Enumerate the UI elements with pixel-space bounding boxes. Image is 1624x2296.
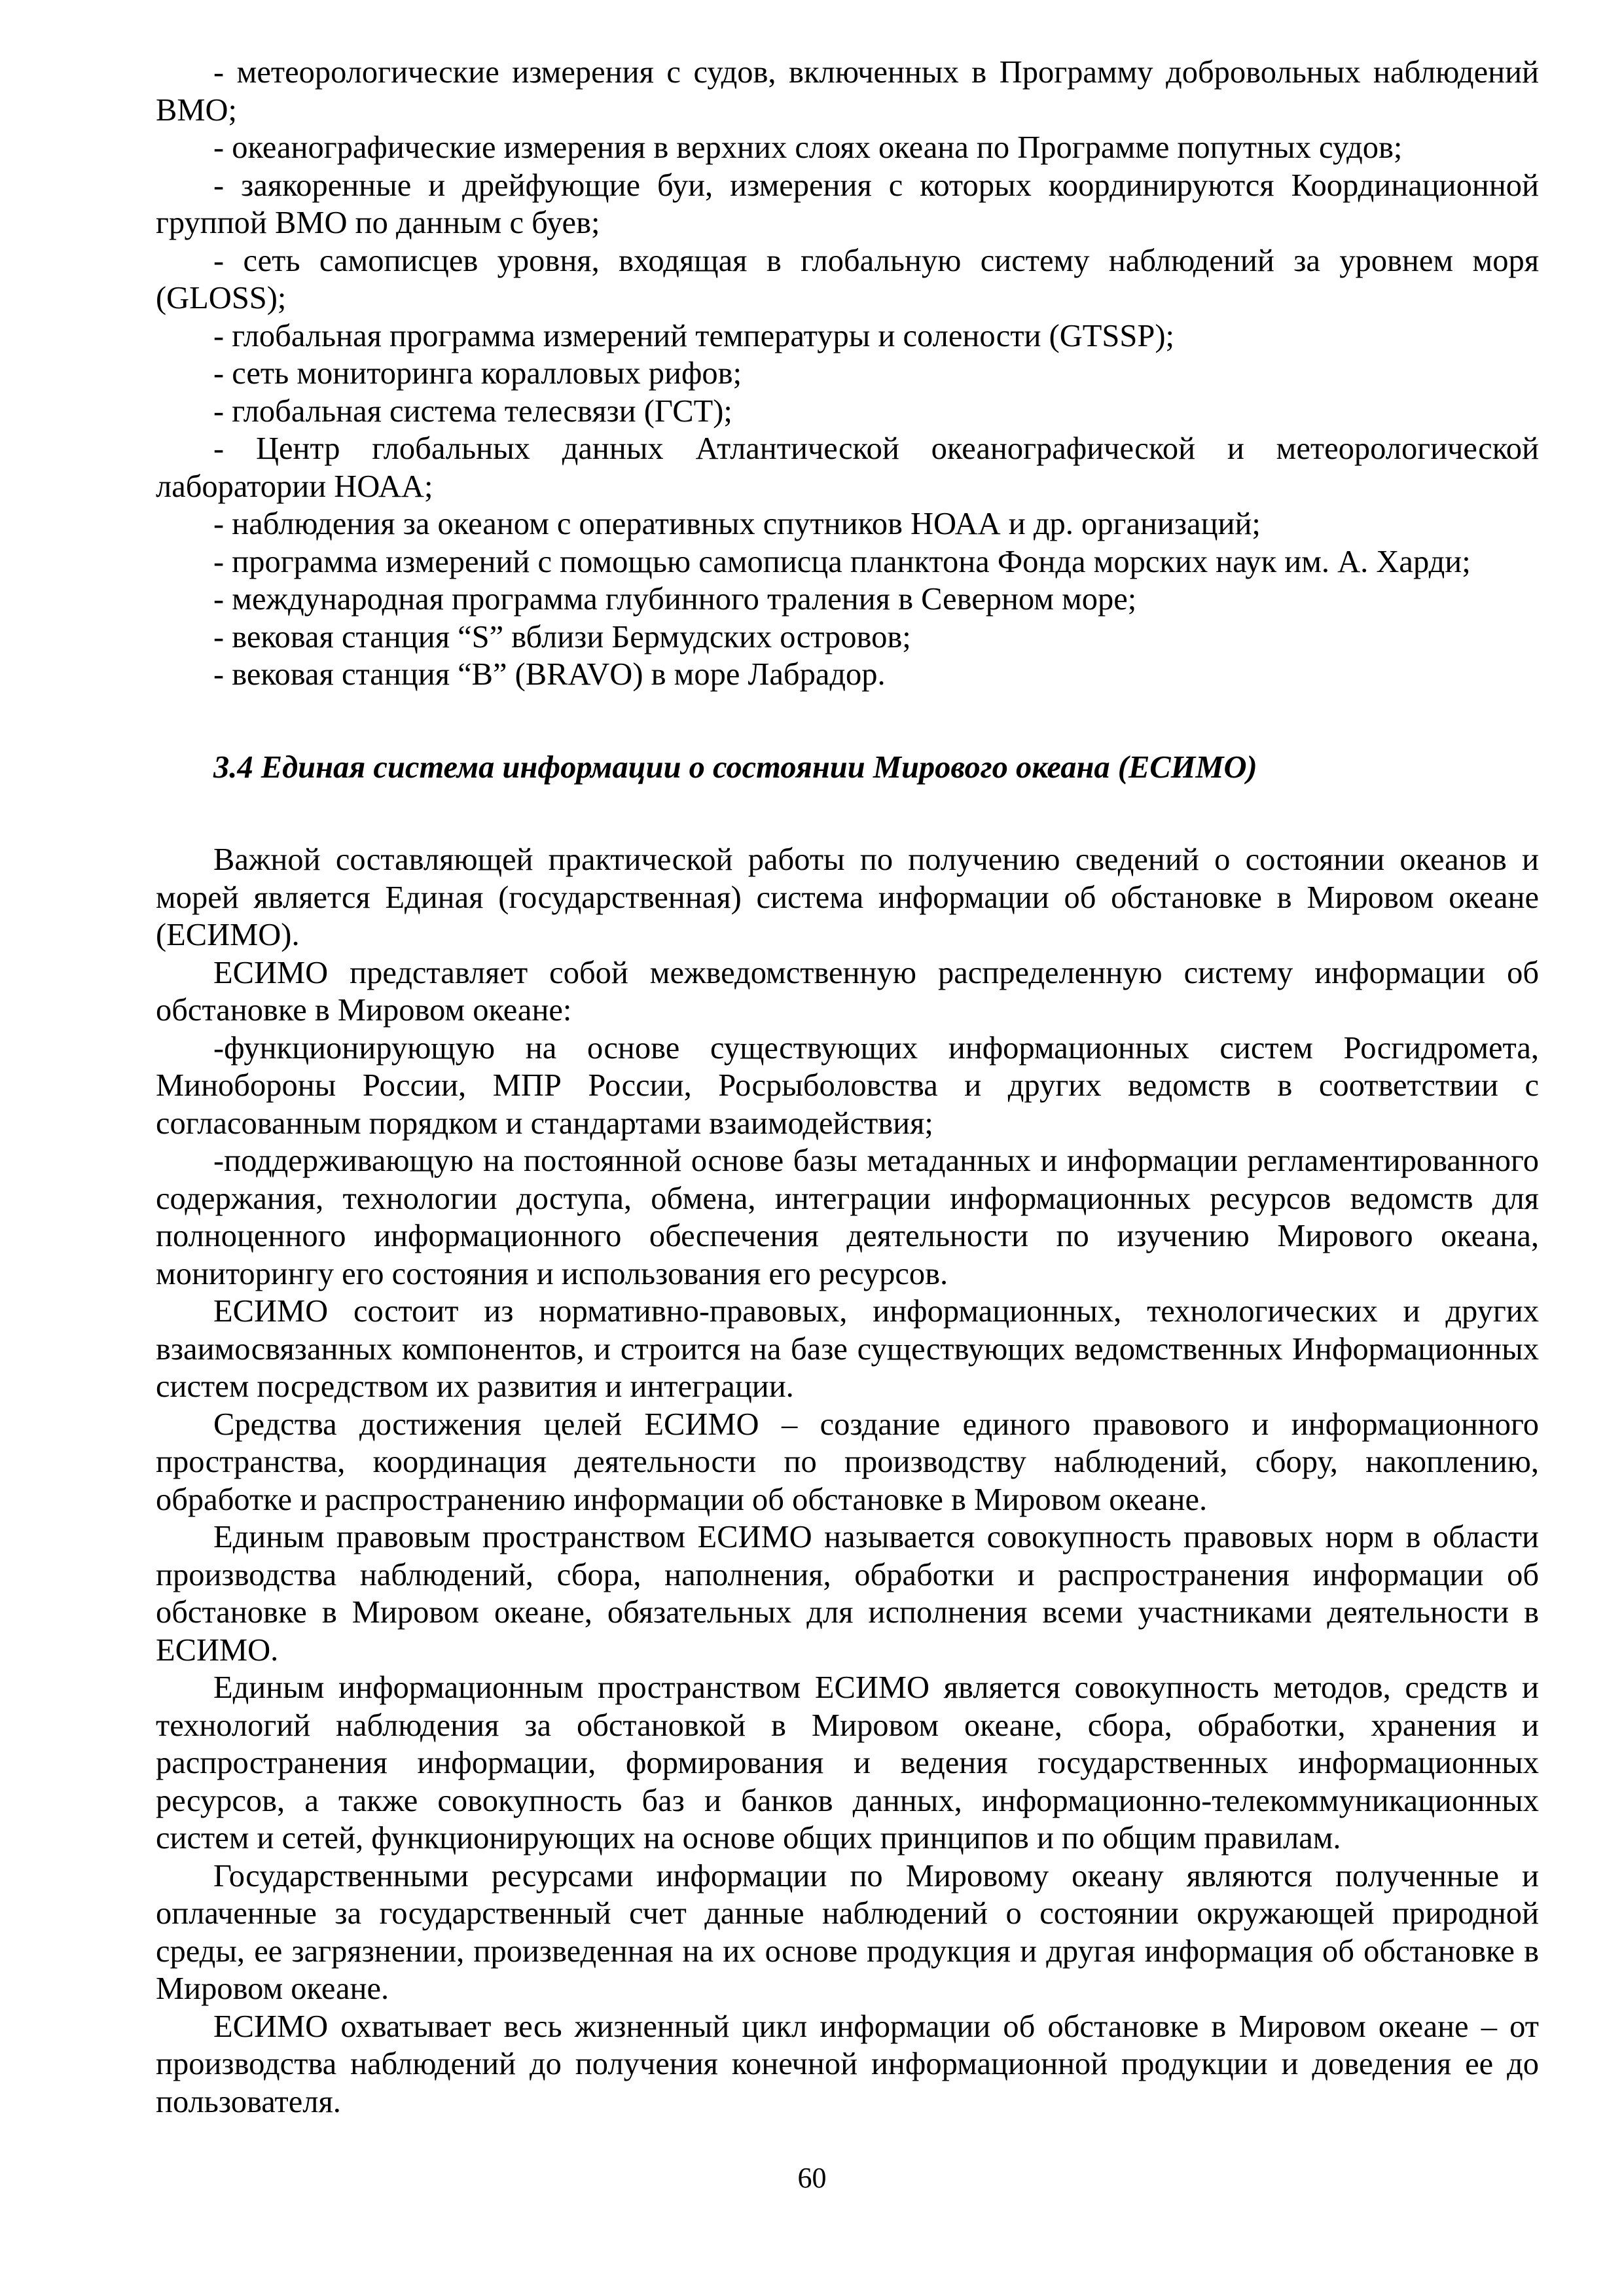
observation-programs-list — [156, 54, 1539, 694]
section-body — [156, 841, 1539, 2121]
paragraph: -поддерживающую на постоянной основе базы метаданных и информации регламентированного содержания, технологии доступа, обмена, интеграции информационных ресурсов ведомств для полноценного информационного обеспечения деятельности по изучению Мирового океана, мониторингу его состояния и использования его ресурсов. — [156, 1143, 1539, 1291]
paragraph: ЕСИМО представляет собой межведомственную распределенную систему информации об обстановке в Мировом океане: — [156, 955, 1539, 1028]
paragraph: Единым правовым пространством ЕСИМО называется совокупность правовых норм в области производства наблюдений, сбора, наполнения, обработки и распространения информации об обстановке в Мировом океане, обязательных для исполнения всеми участниками деятельности в ЕСИМО. — [156, 1520, 1539, 1668]
list-item: - глобальная программа измерений температуры и солености (GTSSP); — [213, 318, 1174, 353]
list-item: - сеть мониторинга коралловых рифов; — [213, 356, 742, 391]
paragraph: Важной составляющей практической работы по получению сведений о состоянии океанов и морей является Единая (государственная) система информации об обстановке в Мировом океане (ЕСИМО). — [156, 842, 1539, 952]
list-item: - вековая станция “S” вблизи Бермудских островов; — [213, 619, 911, 655]
page-number: 60 — [797, 2162, 827, 2194]
list-item: - программа измерений с помощью самописца планктона Фонда морских наук им. А. Харди; — [213, 544, 1471, 579]
list-item: - метеорологические измерения с судов, включенных в Программу добровольных наблюдений ВМО; — [156, 55, 1539, 128]
list-item: - заякоренные и дрейфующие буи, измерения с которых координируются Координационной группой ВМО по данным с буев; — [156, 168, 1539, 240]
paragraph: Государственными ресурсами информации по Мировому океану являются полученные и оплаченные за государственный счет данные наблюдений о состоянии окружающей природной среды, ее загрязнении, произведенная на их основе продукция и другая информация об обстановке в Мировом океане. — [156, 1858, 1539, 2006]
list-item: - Центр глобальных данных Атлантической океанографической и метеорологической лаборатории НОАА; — [156, 431, 1539, 504]
list-item: - океанографические измерения в верхних слоях океана по Программе попутных судов; — [213, 130, 1403, 165]
list-item: - наблюдения за океаном с оперативных спутников НОАА и др. организаций; — [213, 507, 1261, 541]
paragraph: Единым информационным пространством ЕСИМО является совокупность методов, средств и технологий наблюдения за обстановкой в Мировом океане, сбора, обработки, хранения и распространения информации, формирования и ведения государственных информационных ресурсов, а также совокупность баз и банков данных, информационно-телекоммуникационных систем и сетей, функционирующих на основе общих принципов и по общим правилам. — [156, 1670, 1539, 1856]
list-item: - вековая станция “B” (BRAVO) в море Лабрадор. — [213, 657, 886, 692]
page-body — [156, 54, 1539, 2121]
paragraph: ЕСИМО охватывает весь жизненный цикл информации об обстановке в Мировом океане – от производства наблюдений до получения конечной информационной продукции и доведения ее до пользователя. — [156, 2009, 1539, 2119]
list-item: - международная программа глубинного траления в Северном море; — [213, 582, 1137, 617]
paragraph: -функционирующую на основе существующих информационных систем Росгидромета, Минобороны России, МПР России, Росрыболовства и других ведомств в соответствии с согласованным порядком и стандартами взаимодействия; — [156, 1030, 1539, 1141]
list-item: - сеть самописцев уровня, входящая в глобальную систему наблюдений за уровнем моря (GLOSS); — [156, 243, 1539, 315]
section-heading: 3.4 Единая система информации о состоянии Мирового океана (ЕСИМО) — [213, 749, 1257, 785]
paragraph: Средства достижения целей ЕСИМО – создание единого правового и информационного пространства, координация деятельности по производству наблюдений, сбору, накоплению, обработке и распространению информации об обстановке в Мировом океане. — [156, 1407, 1539, 1517]
paragraph: ЕСИМО состоит из нормативно-правовых, информационных, технологических и других взаимосвязанных компонентов, и строится на базе существующих ведомственных Информационных систем посредством их развития и интеграции. — [156, 1294, 1539, 1404]
list-item: - глобальная система телесвязи (ГСТ); — [213, 393, 732, 429]
